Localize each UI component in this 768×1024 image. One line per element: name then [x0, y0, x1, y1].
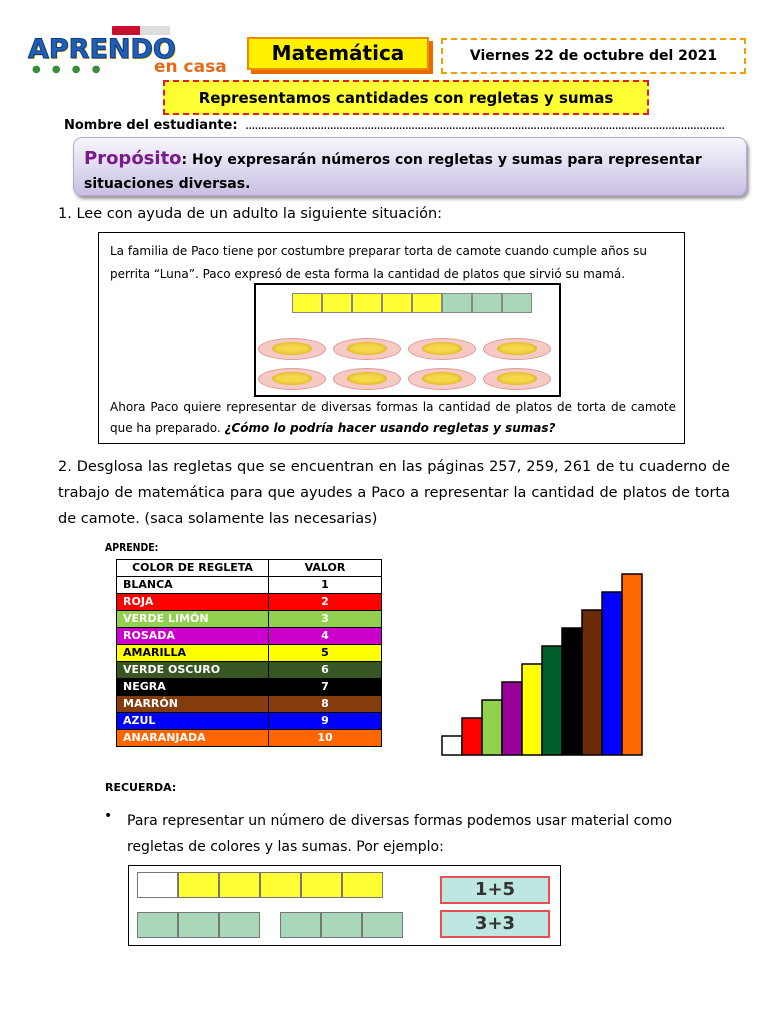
- page-title: Representamos cantidades con regletas y sumas: [163, 80, 649, 115]
- situation-paragraph: La familia de Paco tiene por costumbre preparar torta de camote cuando cumple años su perrita “Luna”. Paco expresó de esta forma la cantidad de platos que sirvió su mamá.: [110, 244, 647, 281]
- purpose-body: : Hoy expresarán números con regletas y sumas para representar situaciones diversas.: [84, 152, 702, 192]
- table-row: [117, 611, 382, 628]
- rod-value: 3: [269, 611, 382, 628]
- rod-cell: [219, 912, 260, 938]
- rod-cell: [321, 912, 362, 938]
- recuerda-label: RECUERDA:: [105, 781, 177, 794]
- rod-cell: [137, 912, 178, 938]
- rod-value: 9: [269, 713, 382, 730]
- table-row: [117, 645, 382, 662]
- bullet-icon: •: [104, 808, 113, 824]
- cake-plate-icon: [258, 338, 326, 360]
- cake-plate-icon: [333, 368, 401, 390]
- rod-cell: [301, 872, 342, 898]
- staircase-rod: [482, 700, 502, 755]
- rod-cell: [362, 912, 403, 938]
- staircase-rod: [602, 592, 622, 755]
- table-row: [117, 662, 382, 679]
- logo-subtitle: en casa: [154, 57, 227, 77]
- cake-plate-icon: [483, 368, 551, 390]
- student-name-line: .........................................................................................................................................................: [245, 118, 725, 133]
- cake-plate-icon: [258, 368, 326, 390]
- date-label: Viernes 22 de octubre del 2021: [441, 38, 746, 74]
- rod-value: 8: [269, 696, 382, 713]
- rod-value: 1: [269, 577, 382, 594]
- rod-color-name: VERDE LIMÓN: [117, 611, 269, 628]
- logo-title: APRENDO: [28, 34, 176, 65]
- staircase-rod: [542, 646, 562, 755]
- table-row: [117, 679, 382, 696]
- example-1-rods: [137, 872, 383, 898]
- rod-value: 7: [269, 679, 382, 696]
- rod-color-name: ROSADA: [117, 628, 269, 645]
- rod-color-name: NEGRA: [117, 679, 269, 696]
- rod-value: 5: [269, 645, 382, 662]
- student-name-label: Nombre del estudiante:: [64, 118, 238, 133]
- staircase-rod: [582, 610, 602, 755]
- logo-dots-icon: ● ● ● ●: [32, 64, 105, 75]
- recuerda-bullet-text: Para representar un número de diversas formas podemos usar material como regletas de colores y las sumas. Por ejemplo:: [127, 813, 673, 855]
- table-row: [117, 628, 382, 645]
- rod-color-name: ROJA: [117, 594, 269, 611]
- rod-cell: [219, 872, 260, 898]
- staircase-rod: [502, 682, 522, 755]
- rod-value: 6: [269, 662, 382, 679]
- rod-color-name: AZUL: [117, 713, 269, 730]
- rod-cell: [352, 293, 382, 313]
- rod-cell: [472, 293, 502, 313]
- rod-cell: [412, 293, 442, 313]
- purpose-label: Propósito: [84, 148, 182, 169]
- staircase-rod: [562, 628, 582, 755]
- rod-value: 4: [269, 628, 382, 645]
- cake-plate-icon: [333, 338, 401, 360]
- table-header-color: COLOR DE REGLETA: [117, 560, 269, 577]
- rod-cell: [178, 872, 219, 898]
- aprende-label: APRENDE:: [105, 541, 159, 554]
- situation-text: Ahora Paco quiere representar de diversas formas la cantidad de platos de torta de camote que ha preparado.: [110, 400, 676, 435]
- table-header-value: VALOR: [269, 560, 382, 577]
- rod-color-name: BLANCA: [117, 577, 269, 594]
- situation-question: ¿Cómo lo podría hacer usando regletas y sumas?: [224, 421, 556, 435]
- example-2-rods: [137, 912, 403, 938]
- rod-staircase: [440, 568, 652, 758]
- table-header-row: [117, 560, 382, 577]
- rod-cell: [342, 872, 383, 898]
- rod-cell: [382, 293, 412, 313]
- rod-color-name: MARRÓN: [117, 696, 269, 713]
- situation-question-paragraph: [110, 397, 676, 439]
- staircase-rod: [522, 664, 542, 755]
- rod-cell: [502, 293, 532, 313]
- table-row: [117, 730, 382, 747]
- rod-gap: [260, 912, 280, 938]
- staircase-rod: [622, 574, 642, 755]
- example-1-sum: 1+5: [440, 876, 550, 904]
- staircase-rod: [462, 718, 482, 755]
- aprendo-en-casa-logo: [22, 26, 248, 77]
- step-2-instruction: 2. Desglosa las regletas que se encuentran en las páginas 257, 259, 261 de tu cuaderno de trabajo de matemática para que ayudes a Paco a representar la cantidad de platos de torta de camote. (saca solamente las necesarias): [58, 459, 730, 527]
- table-row: [117, 696, 382, 713]
- rod-cell: [280, 912, 321, 938]
- cake-plate-icon: [483, 338, 551, 360]
- rod-cell: [322, 293, 352, 313]
- table-row: [117, 713, 382, 730]
- rod-value: 10: [269, 730, 382, 747]
- purpose-text: [84, 147, 724, 196]
- rod-color-name: VERDE OSCURO: [117, 662, 269, 679]
- rod-cell: [178, 912, 219, 938]
- rod-cell: [442, 293, 472, 313]
- rod-strip-8: [292, 293, 532, 313]
- staircase-rod: [442, 736, 462, 755]
- step-1-instruction: 1. Lee con ayuda de un adulto la siguiente situación:: [58, 206, 443, 222]
- rod-cell: [292, 293, 322, 313]
- example-2-sum: 3+3: [440, 910, 550, 938]
- cake-plate-icon: [408, 338, 476, 360]
- rod-value: 2: [269, 594, 382, 611]
- table-row: [117, 594, 382, 611]
- rod-color-name: ANARANJADA: [117, 730, 269, 747]
- rod-cell: [260, 872, 301, 898]
- rod-color-table: [116, 559, 382, 747]
- rod-color-name: AMARILLA: [117, 645, 269, 662]
- table-row: [117, 577, 382, 594]
- rod-cell: [137, 872, 178, 898]
- subject-label: Matemática: [247, 37, 429, 70]
- cake-plate-icon: [408, 368, 476, 390]
